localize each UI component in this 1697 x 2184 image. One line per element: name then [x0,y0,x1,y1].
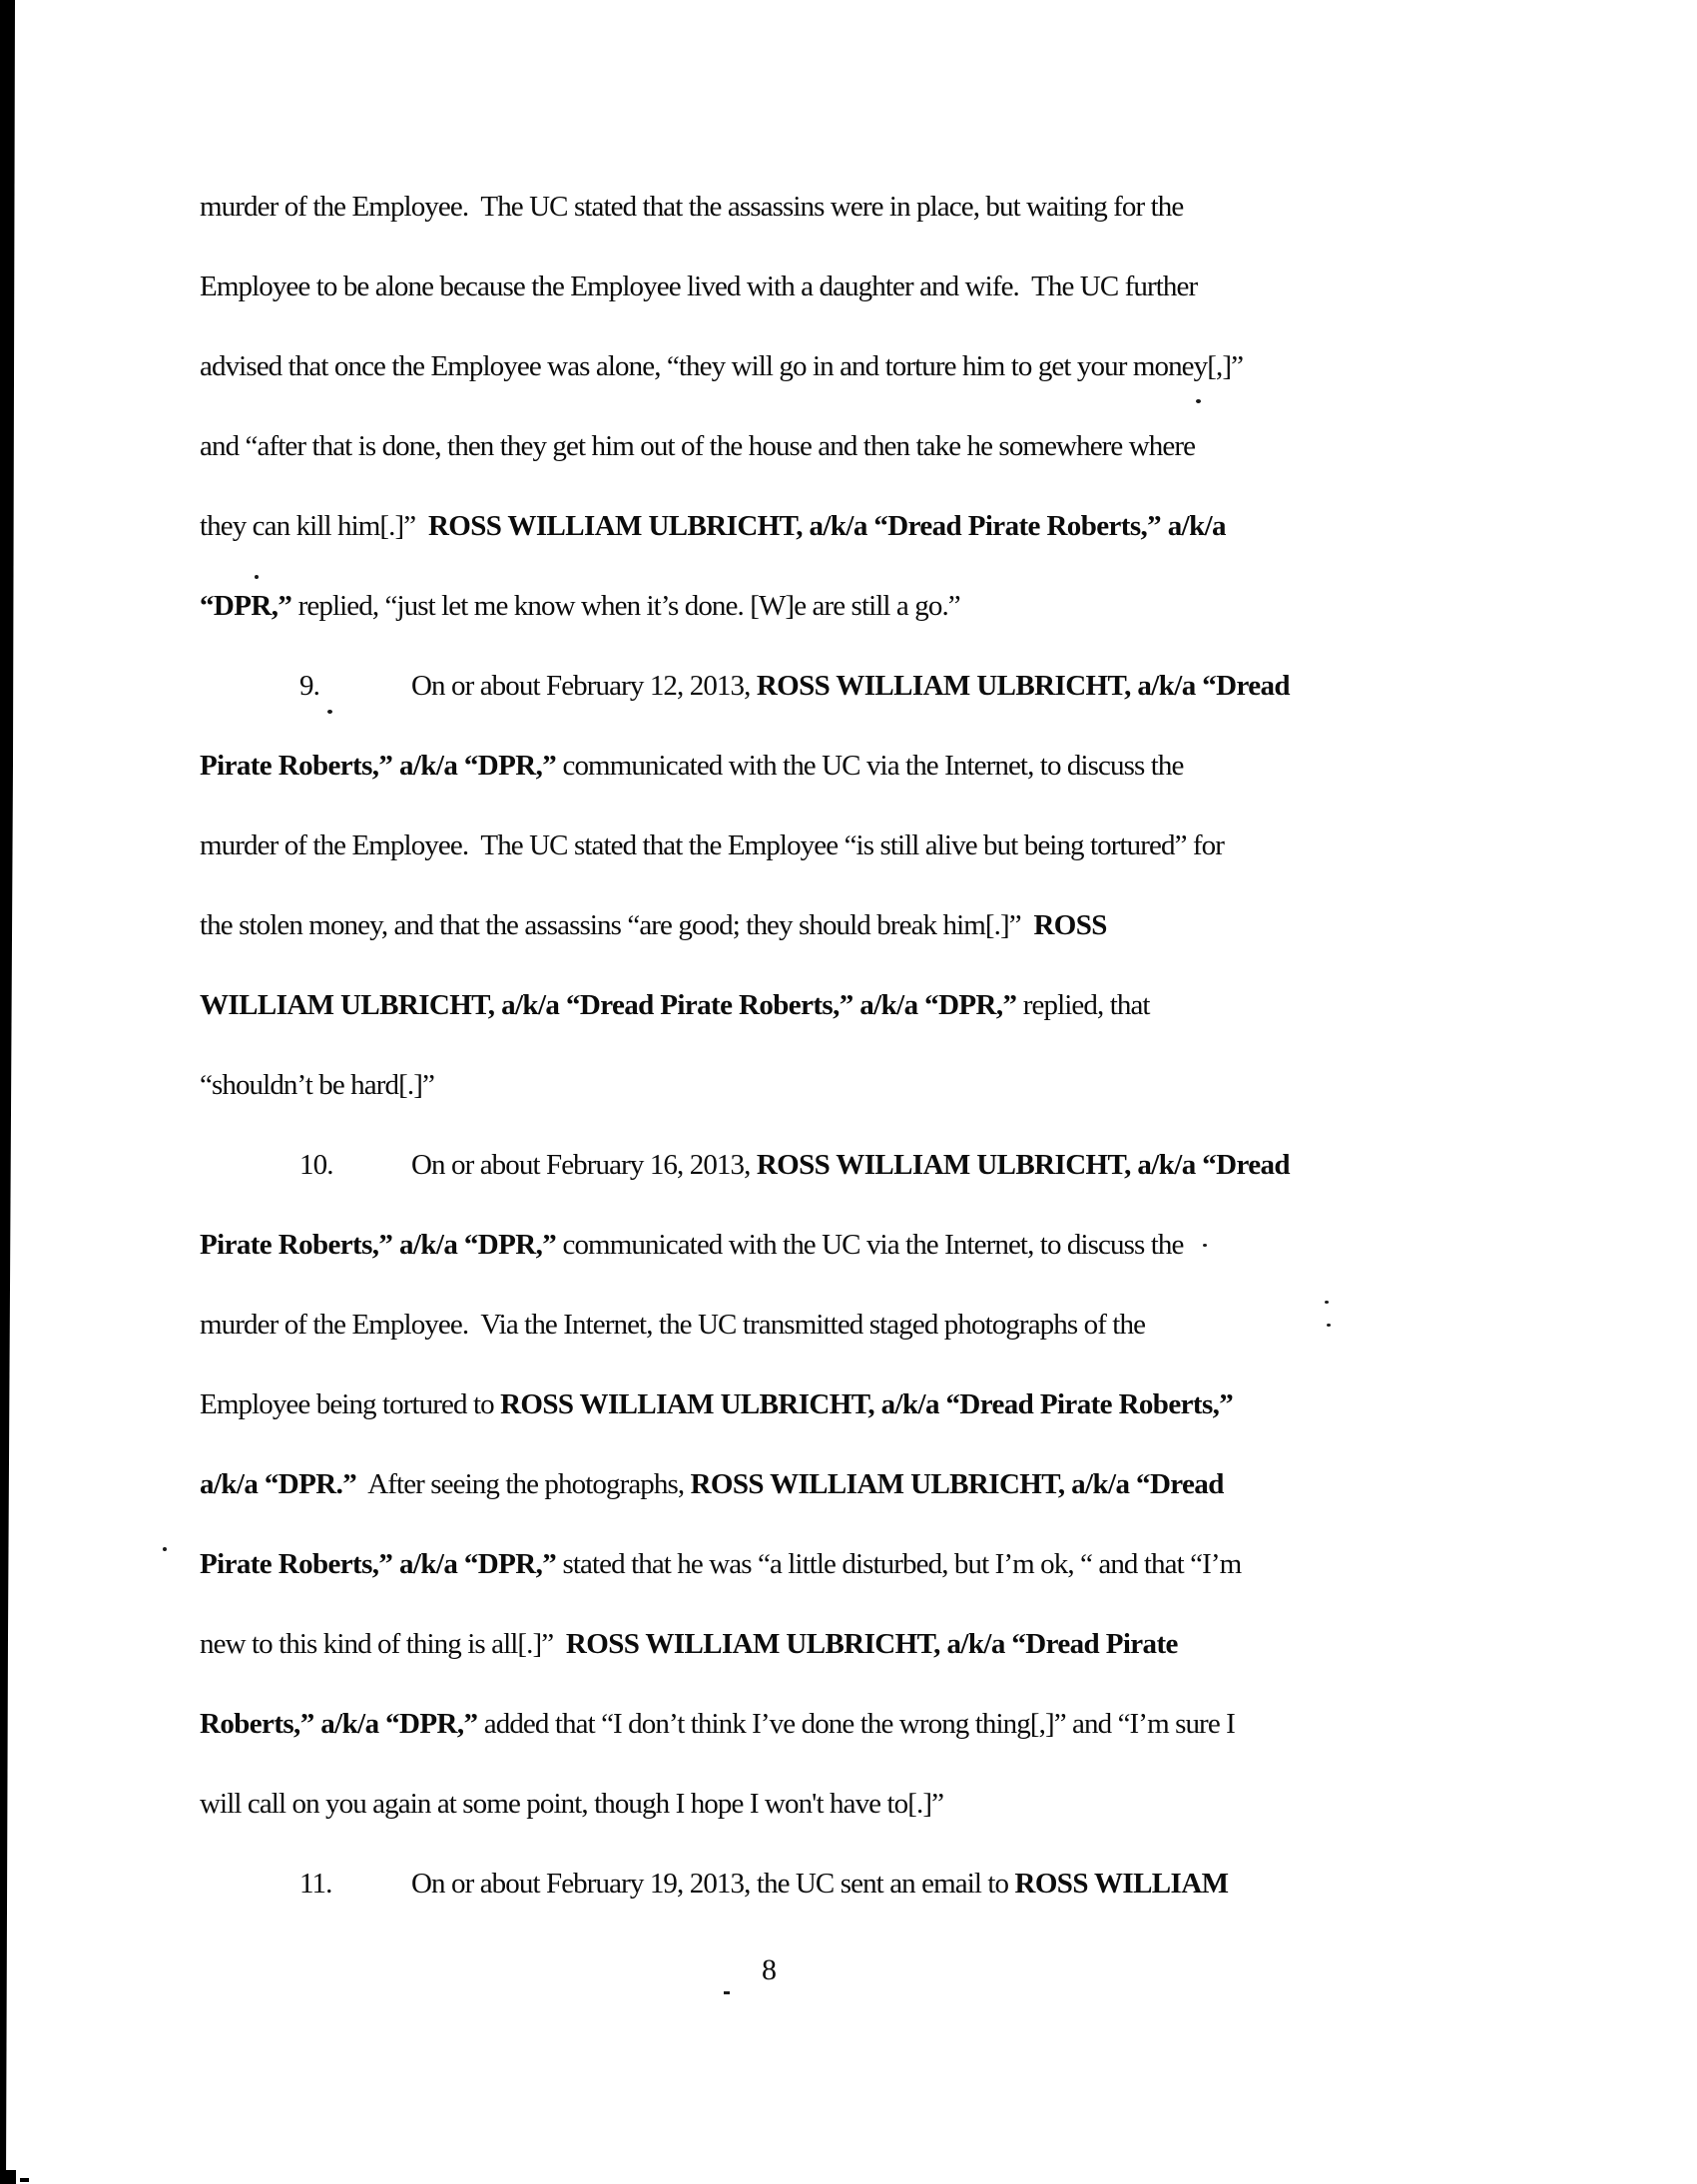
bold-text-run: ROSS WILLIAM [1014,1868,1229,1900]
document-line [200,566,1378,646]
document-line [200,247,1378,326]
document-line [200,726,1378,806]
scan-noise-dot [724,1991,730,1994]
text-run: Employee to be alone because the Employee lived with a daughter and wife. The UC further [200,271,1198,302]
text-run: communicated with the UC via the Internet, to discuss the [556,750,1184,782]
text-run: they can kill him[.]” [200,510,428,542]
document-line [200,406,1378,486]
bold-text-run: a/k/a “DPR.” [200,1468,357,1500]
text-run: On or about February 19, 2013, the UC sent an email to [411,1868,1015,1900]
text-run: and “after that is done, then they get him out of the house and then take he somewhere where [200,430,1196,462]
scan-noise-dot [1325,1301,1329,1304]
bold-text-run: ROSS WILLIAM ULBRICHT, a/k/a “Dread [756,1149,1290,1181]
text-run: added that “I don’t think I’ve done the wrong thing[,]” and “I’m sure I [477,1708,1235,1740]
bold-text-run: ROSS WILLIAM ULBRICHT, a/k/a “Dread [756,670,1290,702]
bold-text-run: ROSS [1033,909,1107,941]
scan-noise-dot [255,575,259,579]
document-line [200,806,1378,885]
text-run: murder of the Employee. The UC stated that the assassins were in place, but waiting for the [200,191,1184,223]
document-line [200,1444,1378,1524]
scan-noise-dot [1327,1324,1331,1327]
paragraph-number: 11. [299,1868,332,1900]
document-line [200,1205,1378,1285]
scan-noise-dot [163,1547,167,1551]
bold-text-run: Pirate Roberts,” a/k/a “DPR,” [200,1548,557,1580]
scan-noise-dot [1196,399,1201,403]
scan-noise-dot [1203,1244,1207,1247]
text-run: will call on you again at some point, though I hope I won't have to[.]” [200,1788,944,1820]
text-run: replied, that [1016,989,1150,1021]
text-run: On or about February 12, 2013, [411,670,757,702]
paragraph-number: 9. [299,670,319,702]
bold-text-run: Pirate Roberts,” a/k/a “DPR,” [200,1229,557,1261]
bold-text-run: Pirate Roberts,” a/k/a “DPR,” [200,750,557,782]
document-line [200,1604,1378,1684]
bold-text-run: ROSS WILLIAM ULBRICHT, a/k/a “Dread Pirate Roberts,” [500,1388,1234,1420]
text-run: After seeing the photographs, [356,1468,691,1500]
scan-noise-dot [327,710,332,714]
bold-text-run: WILLIAM ULBRICHT, a/k/a “Dread Pirate Roberts,” a/k/a “DPR,” [200,989,1017,1021]
document-line [200,1045,1378,1125]
scan-corner-artifact [0,2170,16,2184]
document-line [200,1524,1378,1604]
document-line [200,1125,1378,1205]
scan-corner-dash-artifact [20,2178,29,2182]
document-body [200,167,1378,1923]
text-run: Employee being tortured to [200,1388,501,1420]
text-run: murder of the Employee. The UC stated that the Employee “is still alive but being tortured” for [200,829,1225,861]
paragraph-number: 10. [299,1149,333,1181]
text-run: stated that he was “a little disturbed, but I’m ok, “ and that “I’m [556,1548,1242,1580]
text-run: “shouldn’t be hard[.]” [200,1069,434,1101]
text-run: murder of the Employee. Via the Internet, the UC transmitted staged photographs of the [200,1309,1146,1341]
bold-text-run: ROSS WILLIAM ULBRICHT, a/k/a “Dread [690,1468,1224,1500]
text-run: replied, “just let me know when it’s done. [W]e are still a go.” [291,590,960,622]
document-line [200,1844,1378,1923]
document-line [200,1764,1378,1844]
bold-text-run: Roberts,” a/k/a “DPR,” [200,1708,478,1740]
text-run: the stolen money, and that the assassins “are good; they should break him[.]” [200,909,1034,941]
document-line [200,646,1378,726]
document-line [200,1285,1378,1365]
text-run: On or about February 16, 2013, [411,1149,757,1181]
bold-text-run: ROSS WILLIAM ULBRICHT, a/k/a “Dread Pirate Roberts,” a/k/a [427,510,1226,542]
document-line [200,167,1378,247]
bold-text-run: “DPR,” [200,590,292,622]
page-number: 8 [762,1953,777,1986]
scan-edge-artifact [0,0,16,2184]
text-run: advised that once the Employee was alone, “they will go in and torture him to get your money[,]” [200,350,1244,382]
document-line [200,326,1378,406]
document-line [200,1365,1378,1444]
text-run: new to this kind of thing is all[.]” [200,1628,566,1660]
bold-text-run: ROSS WILLIAM ULBRICHT, a/k/a “Dread Pirate [565,1628,1178,1660]
text-run: communicated with the UC via the Internet, to discuss the [556,1229,1184,1261]
document-line [200,1684,1378,1764]
document-line [200,486,1378,566]
document-line [200,885,1378,965]
document-line [200,965,1378,1045]
